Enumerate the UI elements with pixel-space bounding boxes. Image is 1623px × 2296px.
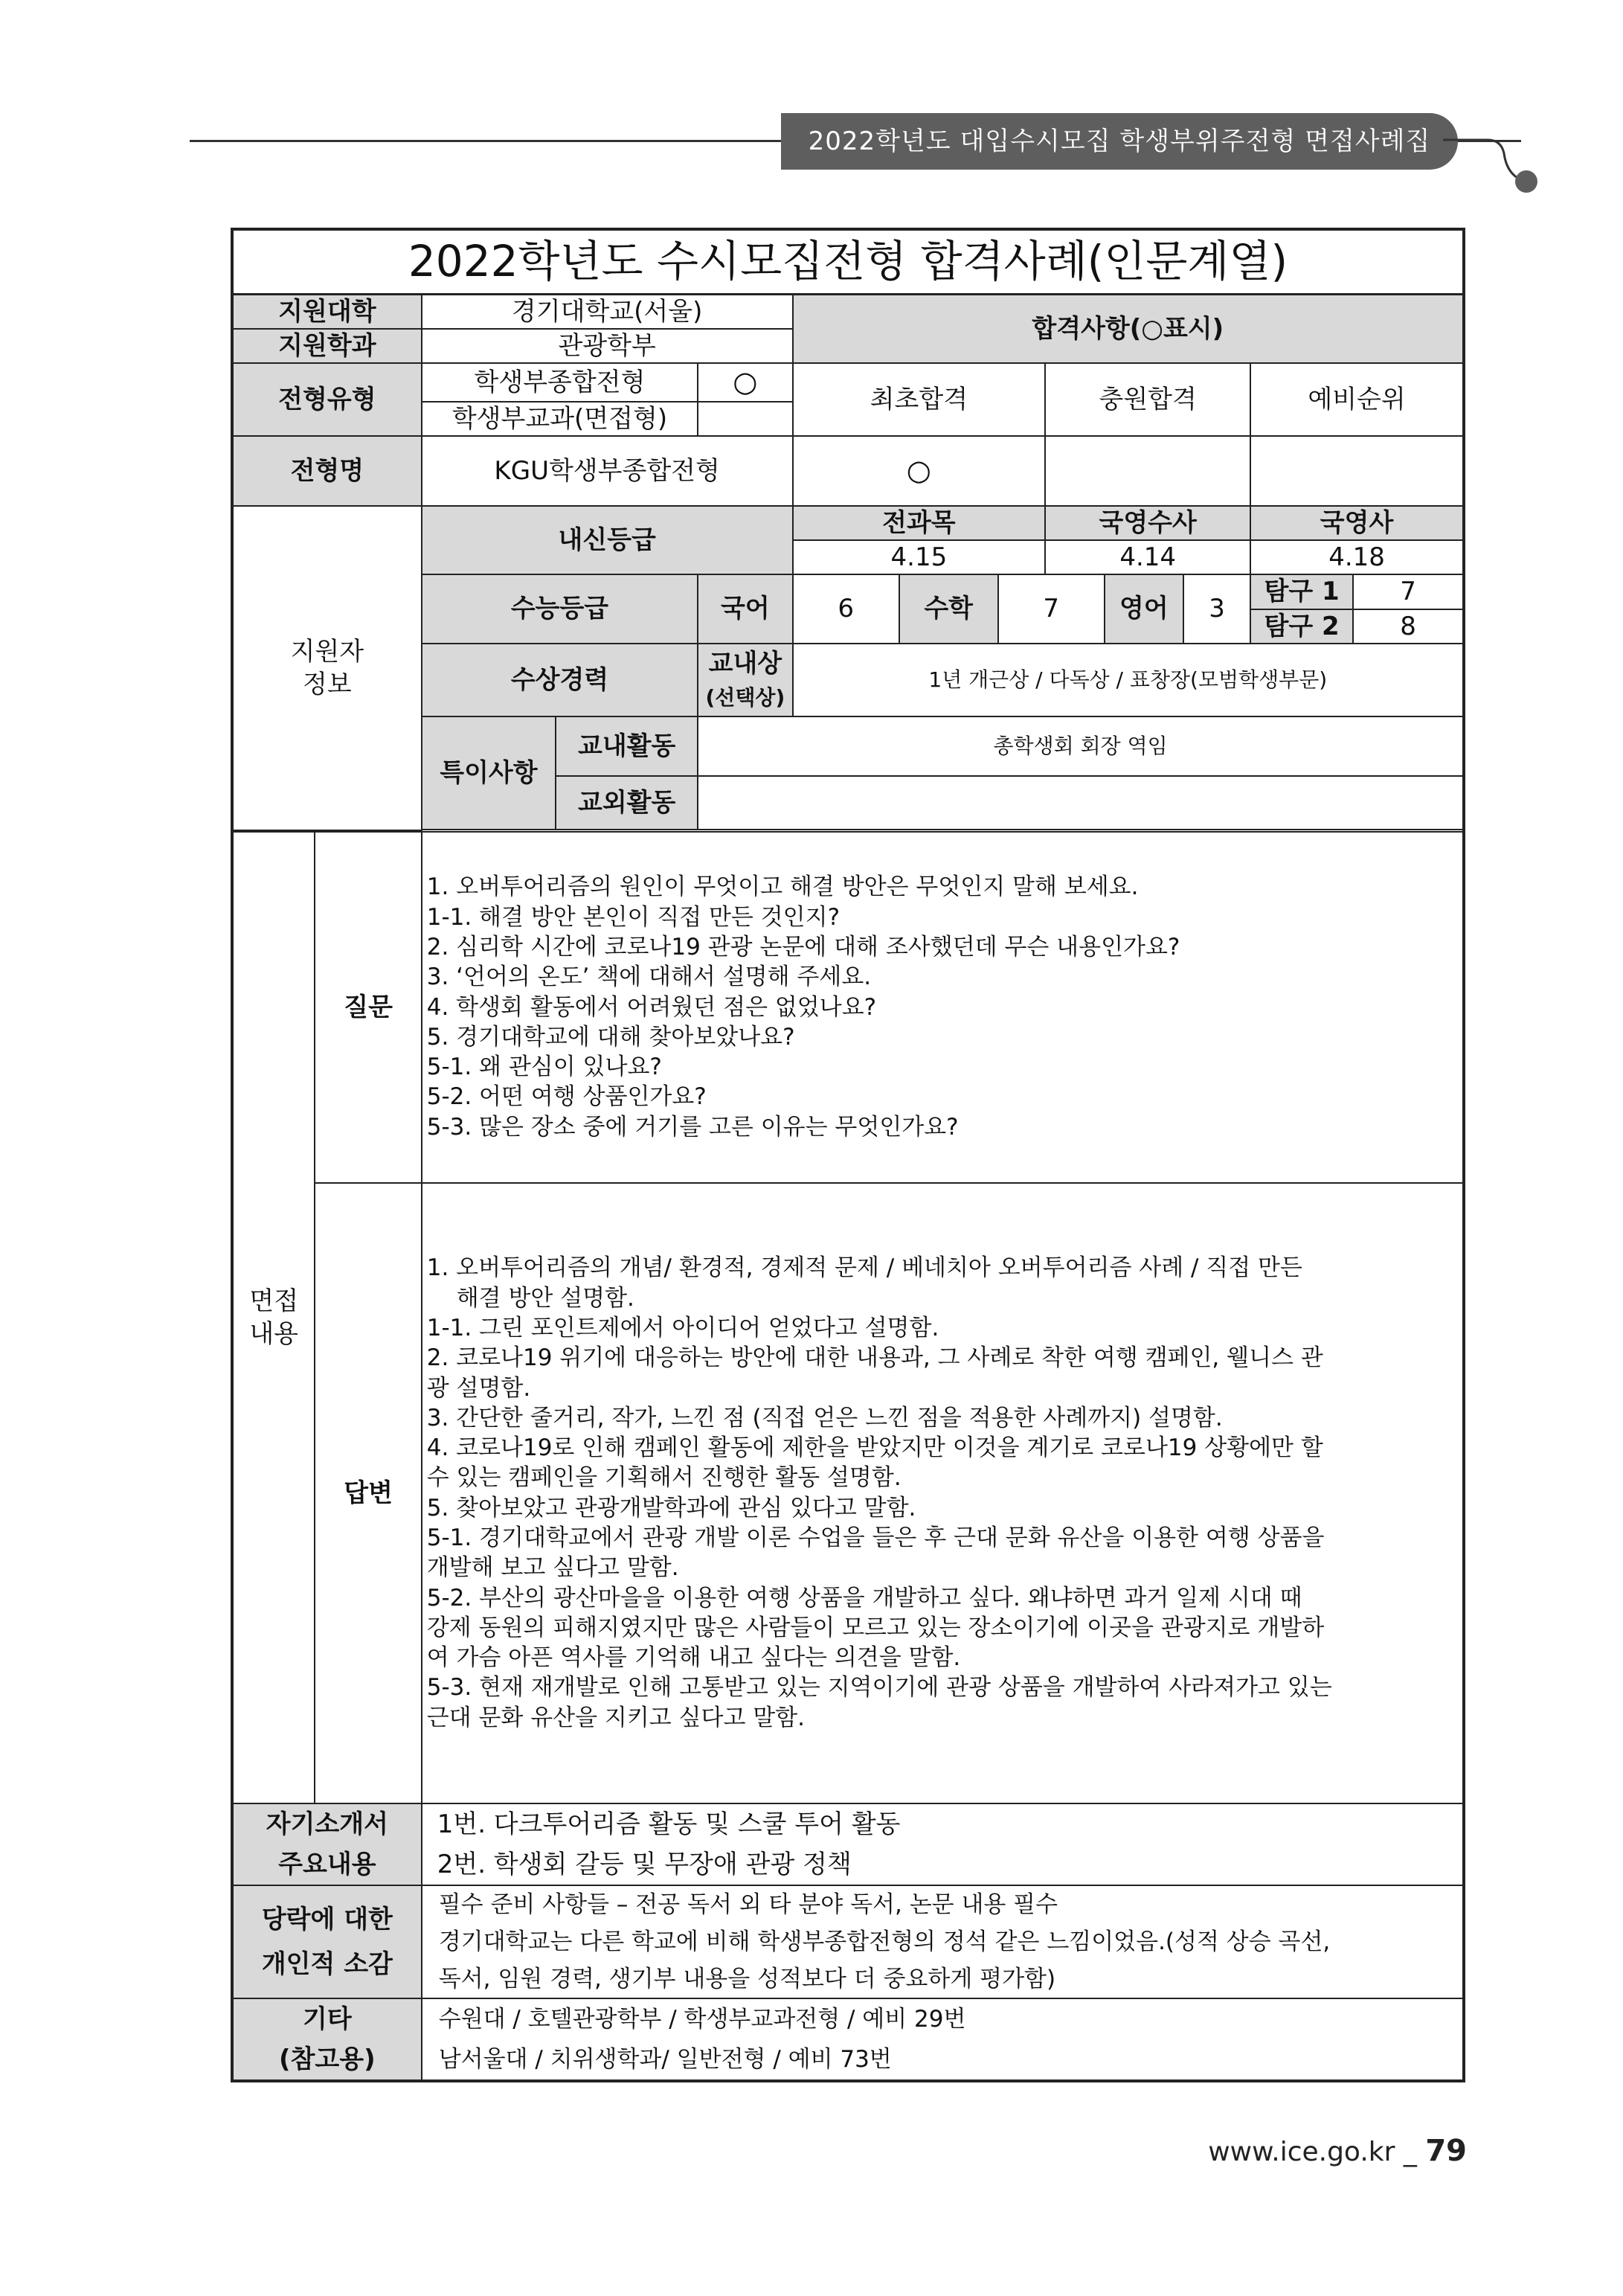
- label-info: 정보: [303, 669, 352, 699]
- question-item: 5. 경기대학교에 대해 찾아보았나요?: [426, 1023, 795, 1051]
- label-reserve: 예비순위: [1250, 363, 1464, 436]
- footer-site: www.ice.go.kr: [1208, 2137, 1395, 2167]
- question-item: 5-3. 많은 장소 중에 거기를 고른 이유는 무엇인가요?: [426, 1113, 959, 1141]
- value-awards: 1년 개근상 / 다독상 / 표창장(모범학생부문): [793, 644, 1464, 716]
- label-opinion2: 개인적 소감: [261, 1949, 393, 1979]
- label-explore2: 탐구 2: [1250, 609, 1353, 644]
- answer-item: 여 가슴 아픈 역사를 기억해 내고 싶다는 의견을 말함.: [426, 1644, 961, 1672]
- label-selected: (선택상): [705, 684, 785, 710]
- label-interview: 면접: [249, 1286, 299, 1316]
- doc-title: 2022학년도 수시모집전형 합격사례(인문계열): [232, 229, 1464, 295]
- label-special: 특이사항: [422, 716, 556, 830]
- question-item: 3. ‘언어의 온도’ 책에 대해서 설명해 주세요.: [426, 963, 872, 991]
- header-curve-icon: [1443, 138, 1555, 205]
- etc-item: 남서울대 / 치위생학과/ 일반전형 / 예비 73번: [438, 2045, 892, 2073]
- answer-item: 수 있는 캠페인을 기획해서 진행한 활동 설명함.: [426, 1464, 902, 1492]
- label-applicant: 지원자: [290, 636, 364, 667]
- label-question: 질문: [315, 832, 421, 1183]
- questions-list: [422, 832, 1464, 1183]
- label-kems: 국영수사: [1045, 506, 1250, 540]
- mark-type1: ○: [698, 363, 792, 401]
- mark-extra: [1045, 436, 1250, 506]
- answer-item: 1. 오버투어리즘의 개념/ 환경적, 경제적 문제 / 베네치아 오버투어리즘 사례 / 직접 만든: [426, 1254, 1302, 1282]
- label-etc: 기타: [303, 2004, 352, 2034]
- label-math: 수학: [899, 574, 998, 643]
- label-essay2: 주요내용: [278, 1849, 376, 1879]
- label-first: 최초합격: [793, 363, 1046, 436]
- value-math: 7: [998, 574, 1105, 643]
- essay-item: 1번. 다크투어리즘 활동 및 스쿨 투어 활동: [437, 1809, 901, 1839]
- header-title: 2022학년도 대입수시모집 학생부위주전형 면접사례집: [781, 113, 1458, 170]
- label-opinion-cell: [232, 1885, 422, 1998]
- answer-item: 근대 문화 유산을 지키고 싶다고 말함.: [426, 1704, 806, 1731]
- label-english: 영어: [1105, 574, 1183, 643]
- value-gpa-kes: 4.18: [1250, 540, 1464, 574]
- admission-case-table: [231, 228, 1465, 2082]
- label-explore1: 탐구 1: [1250, 574, 1353, 609]
- mark-first: ○: [793, 436, 1046, 506]
- mark-type2: [698, 402, 792, 436]
- label-in-school-award: 교내상: [708, 648, 782, 679]
- label-opinion: 당락에 대한: [261, 1904, 393, 1934]
- question-item: 4. 학생회 활동에서 어려웠던 점은 없었나요?: [426, 993, 877, 1021]
- answers-list: [422, 1183, 1464, 1803]
- label-answer: 답변: [315, 1183, 421, 1803]
- value-in-act: 총학생회 회장 역임: [698, 716, 1464, 776]
- answer-item: 3. 간단한 줄거리, 작가, 느낀 점 (직접 얻은 느낀 점을 적용한 사례까지) 설명함.: [426, 1404, 1223, 1431]
- value-type1: 학생부종합전형: [422, 363, 698, 401]
- label-type: 전형유형: [232, 363, 422, 436]
- label-in-act: 교내활동: [556, 716, 698, 776]
- value-explore1: 7: [1353, 574, 1464, 609]
- label-essay-cell: [232, 1803, 422, 1885]
- value-english: 3: [1183, 574, 1250, 643]
- answer-item: 해결 방안 설명함.: [456, 1284, 634, 1312]
- answer-item: 5. 찾아보았고 관광개발학과에 관심 있다고 말함.: [426, 1494, 916, 1521]
- etc-item: 수원대 / 호텔관광학부 / 학생부교과전형 / 예비 29번: [438, 2005, 966, 2033]
- label-korean: 국어: [698, 574, 792, 643]
- label-univ: 지원대학: [232, 295, 422, 330]
- label-suneung: 수능등급: [422, 574, 698, 643]
- answer-item: 2. 코로나19 위기에 대응하는 방안에 대한 내용과, 그 사례로 착한 여행 캠페인, 웰니스 관: [426, 1344, 1323, 1372]
- answer-item: 1-1. 그린 포인트제에서 아이디어 얻었다고 설명함.: [426, 1314, 939, 1341]
- value-univ: 경기대학교(서울): [422, 295, 793, 330]
- opinion-content: [422, 1885, 1464, 1998]
- essay-item: 2번. 학생회 갈등 및 무장애 관광 정책: [437, 1849, 852, 1879]
- label-all-subj: 전과목: [793, 506, 1046, 540]
- label-dept: 지원학과: [232, 329, 422, 363]
- value-gpa-all: 4.15: [793, 540, 1046, 574]
- value-explore2: 8: [1353, 609, 1464, 644]
- label-etc2: (참고용): [279, 2044, 376, 2074]
- mark-reserve: [1250, 436, 1464, 506]
- question-item: 2. 심리학 시간에 코로나19 관광 논문에 대해 조사했던데 무슨 내용인가요?: [426, 933, 1180, 961]
- answer-item: 개발해 보고 싶다고 말함.: [426, 1554, 679, 1582]
- question-item: 5-2. 어떤 여행 상품인가요?: [426, 1083, 707, 1111]
- label-out-act: 교외활동: [556, 776, 698, 830]
- page-footer: [1208, 2134, 1467, 2168]
- essay-content: [422, 1803, 1464, 1885]
- etc-content: [422, 1998, 1464, 2081]
- label-result: 합격사항(○표시): [793, 295, 1464, 364]
- footer-sep: _: [1403, 2137, 1417, 2167]
- label-awards: 수상경력: [422, 644, 698, 716]
- answer-item: 광 설명함.: [426, 1374, 531, 1402]
- question-item: 1. 오버투어리즘의 원인이 무엇이고 해결 방안은 무엇인지 말해 보세요.: [426, 873, 1139, 901]
- answer-item: 5-2. 부산의 광산마을을 이용한 여행 상품을 개발하고 싶다. 왜냐하면 과거 일제 시대 때: [426, 1584, 1302, 1612]
- label-etc-cell: [232, 1998, 422, 2081]
- question-item: 5-1. 왜 관심이 있나요?: [426, 1054, 662, 1081]
- answer-item: 강제 동원의 피해지였지만 많은 사람들이 모르고 있는 장소이기에 이곳을 관광지로 개발하: [426, 1614, 1325, 1641]
- answer-item: 4. 코로나19로 인해 캠페인 활동에 제한을 받았지만 이것을 계기로 코로나19 상황에만 할: [426, 1434, 1323, 1462]
- answer-item: 5-3. 현재 재개발로 인해 고통받고 있는 지역이기에 관광 상품을 개발하여 사라져가고 있는: [426, 1674, 1332, 1702]
- opinion-item: 필수 준비 사항들 – 전공 독서 외 타 분야 독서, 논문 내용 필수: [438, 1891, 1058, 1918]
- value-dept: 관광학부: [422, 329, 793, 363]
- label-essay: 자기소개서: [266, 1809, 388, 1839]
- answer-item: 5-1. 경기대학교에서 관광 개발 이론 수업을 들은 후 근대 문화 유산을 이용한 여행 상품을: [426, 1524, 1325, 1551]
- label-interview-cell: [232, 832, 315, 1803]
- label-applicant-info: [232, 506, 422, 830]
- opinion-item: 경기대학교는 다른 학교에 비해 학생부종합전형의 정석 같은 느낌이었음.(성적 상승 곡선,: [438, 1928, 1331, 1955]
- value-korean: 6: [793, 574, 899, 643]
- page-number: 79: [1425, 2134, 1467, 2168]
- label-extra: 충원합격: [1045, 363, 1250, 436]
- label-name: 전형명: [232, 436, 422, 506]
- opinion-item: 독서, 임원 경력, 생기부 내용을 성적보다 더 중요하게 평가함): [438, 1965, 1056, 1992]
- question-item: 1-1. 해결 방안 본인이 직접 만든 것인지?: [426, 903, 841, 931]
- value-out-act: [698, 776, 1464, 830]
- value-gpa-kems: 4.14: [1045, 540, 1250, 574]
- label-kes: 국영사: [1250, 506, 1464, 540]
- label-gpa: 내신등급: [422, 506, 793, 574]
- label-in-school-award-cell: [698, 644, 792, 716]
- label-content: 내용: [249, 1318, 299, 1349]
- value-type2: 학생부교과(면접형): [422, 402, 698, 436]
- value-name: KGU학생부종합전형: [422, 436, 793, 506]
